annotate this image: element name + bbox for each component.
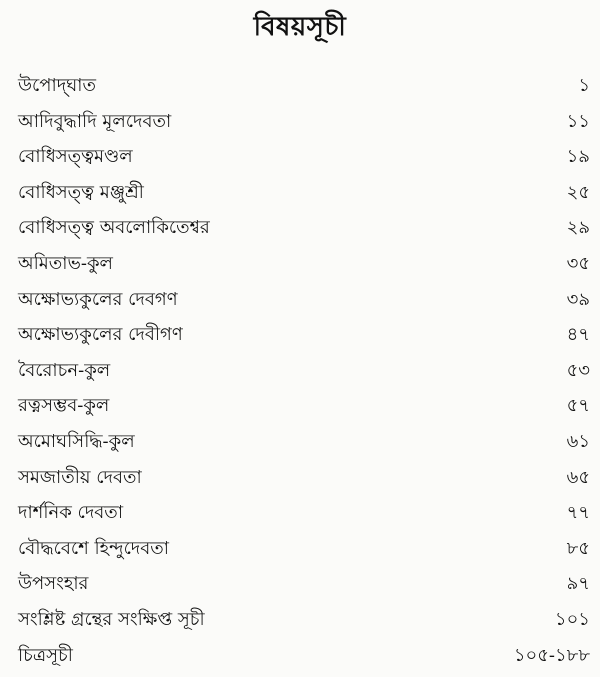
toc-entry-title: উপোদ্‌ঘাত bbox=[18, 75, 96, 96]
toc-entry bbox=[18, 139, 590, 175]
toc-entry-page-number: ১১ bbox=[566, 110, 590, 132]
toc-entry-title: বোধিসত্ত্বমণ্ডল bbox=[18, 146, 133, 168]
toc-entry-title: বোধিসত্ত্ব মঞ্জুশ্রী bbox=[18, 181, 144, 203]
toc-entry bbox=[18, 175, 590, 211]
toc-entry-page-number: ১০১ bbox=[554, 608, 590, 630]
toc-entry bbox=[18, 246, 590, 282]
toc-entry-title: অক্ষোভ্যকুলের দেবীগণ bbox=[18, 324, 183, 346]
toc-entry-title: সমজাতীয় দেবতা bbox=[18, 466, 142, 488]
toc-entry-page-number: ৪৭ bbox=[566, 324, 590, 346]
toc-entry bbox=[18, 104, 590, 140]
toc-entry bbox=[18, 602, 590, 638]
toc-entry-title: উপসংহার bbox=[18, 573, 89, 595]
toc-entry-page-number: ৭৭ bbox=[566, 502, 590, 524]
toc-entry-page-number: ৫৭ bbox=[566, 395, 590, 417]
toc-entry-title: রত্নসম্ভব-কুল bbox=[18, 395, 110, 417]
toc-entry bbox=[18, 566, 590, 602]
toc-entry-title: আদিবুদ্ধাদি মূলদেবতা bbox=[18, 110, 172, 132]
toc-entry-title: বোধিসত্ত্ব অবলোকিতেশ্বর bbox=[18, 217, 210, 239]
toc-entry-title: অমিতাভ-কুল bbox=[18, 252, 113, 274]
toc-entry-page-number: ২৯ bbox=[566, 217, 590, 239]
toc-entry-page-number: ৫৩ bbox=[566, 359, 590, 381]
toc-entry-page-number: ৯৭ bbox=[566, 573, 590, 595]
toc-entry-title: বৌদ্ধবেশে হিন্দুদেবতা bbox=[18, 537, 170, 559]
toc-entry bbox=[18, 531, 590, 567]
toc-entry bbox=[18, 460, 590, 496]
toc-entry-title: চিত্রসূচী bbox=[18, 644, 73, 666]
toc-entry bbox=[18, 495, 590, 531]
toc-entry-title: সংশ্লিষ্ট গ্রন্থের সংক্ষিপ্ত সূচী bbox=[18, 608, 205, 630]
table-of-contents bbox=[18, 68, 590, 673]
toc-entry bbox=[18, 353, 590, 389]
toc-entry bbox=[18, 68, 590, 104]
toc-entry bbox=[18, 317, 590, 353]
toc-entry bbox=[18, 210, 590, 246]
toc-entry-page-number: ১৯ bbox=[566, 146, 590, 168]
toc-entry bbox=[18, 424, 590, 460]
toc-entry-page-number: ৩৫ bbox=[566, 252, 590, 274]
toc-entry-page-number: ৬১ bbox=[566, 430, 590, 452]
toc-entry-page-number: ২৫ bbox=[566, 181, 590, 203]
toc-entry-title: অক্ষোভ্যকুলের দেবগণ bbox=[18, 288, 178, 310]
toc-entry-title: বৈরোচন-কুল bbox=[18, 359, 111, 381]
toc-entry bbox=[18, 638, 590, 674]
toc-entry-page-number: ৮৫ bbox=[566, 537, 590, 559]
toc-entry-title: দার্শনিক দেবতা bbox=[18, 502, 124, 524]
toc-entry-page-number: ১০৫-১৮৮ bbox=[513, 644, 590, 666]
toc-entry-page-number: ৬৫ bbox=[566, 466, 590, 488]
page-title: বিষয়সূচী bbox=[253, 12, 347, 42]
toc-entry-page-number: ৩৯ bbox=[566, 288, 590, 310]
toc-entry-title: অমোঘসিদ্ধি-কুল bbox=[18, 430, 135, 452]
toc-entry bbox=[18, 282, 590, 318]
toc-entry bbox=[18, 388, 590, 424]
toc-entry-page-number: ১ bbox=[578, 75, 590, 96]
